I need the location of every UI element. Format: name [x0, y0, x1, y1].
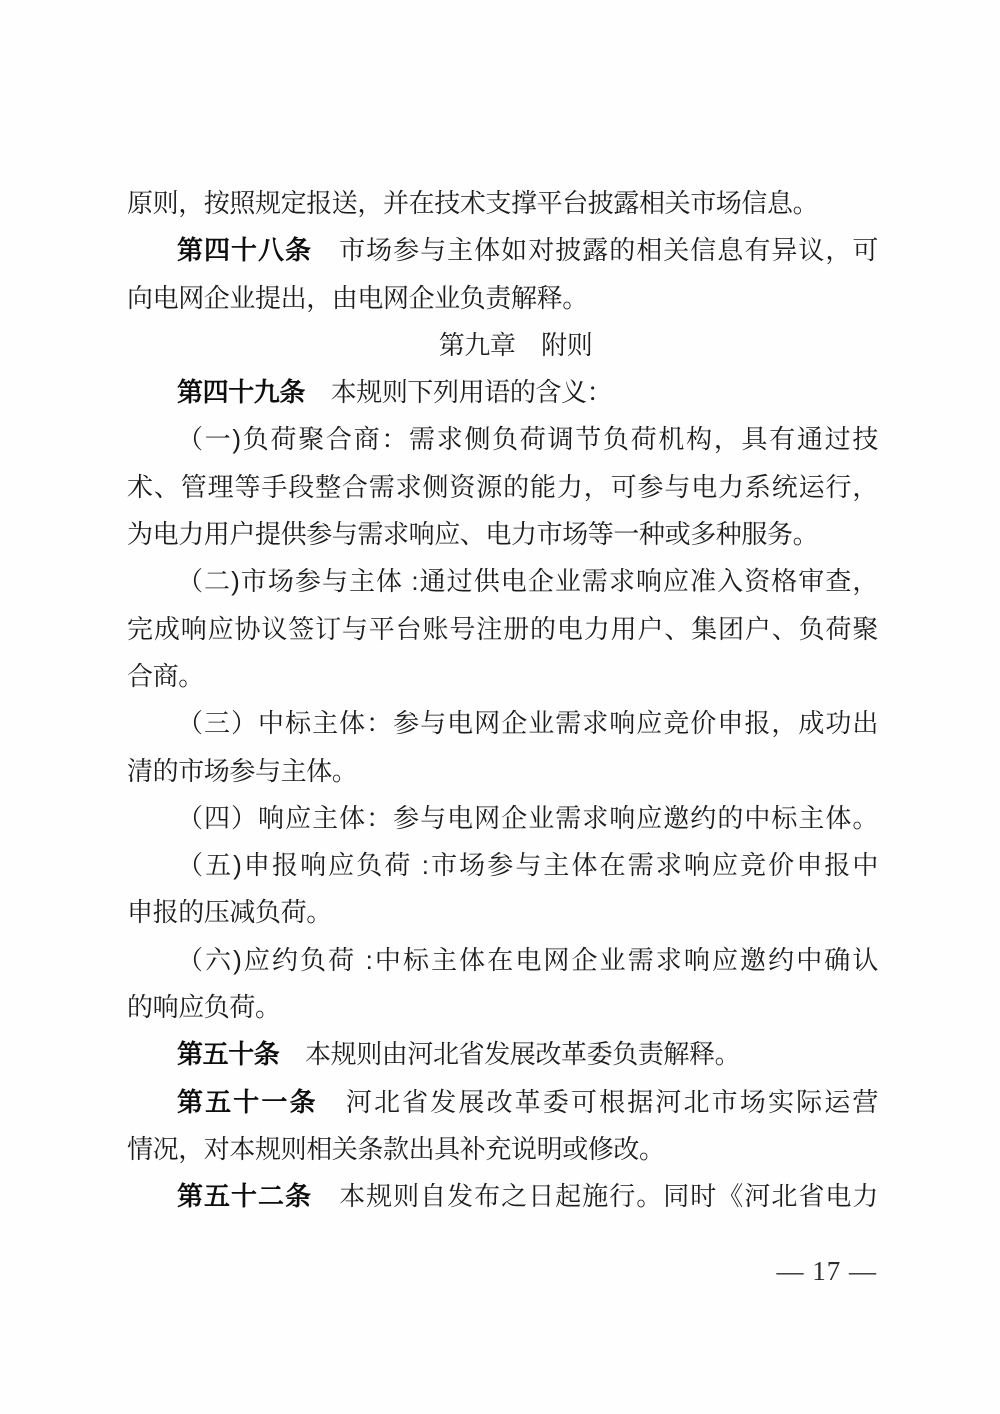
line-text: （六)应约负荷 :中标主体在电网企业需求响应邀约中确认 — [177, 944, 878, 975]
text-line — [127, 889, 878, 936]
document-body — [127, 180, 878, 1221]
text-line — [127, 653, 878, 700]
text-line — [127, 748, 878, 795]
line-text: 本规则下列用语的含义： — [305, 377, 613, 408]
text-line — [127, 558, 878, 605]
line-text: 为电力用户提供参与需求响应、电力市场等一种或多种服务。 — [127, 519, 819, 550]
line-text: 本规则自发布之日起施行。同时《河北省电力 — [312, 1181, 878, 1212]
line-text: （五)申报响应负荷 :市场参与主体在需求响应竞价申报中 — [177, 850, 878, 881]
text-line — [127, 464, 878, 511]
article-number: 第五十条 — [177, 1039, 280, 1070]
line-text: 完成响应协议签订与平台账号注册的电力用户、集团户、负荷聚 — [127, 613, 878, 644]
line-text: 的响应负荷。 — [127, 992, 281, 1023]
line-text: 向电网企业提出，由电网企业负责解释。 — [127, 282, 588, 313]
line-text: （二)市场参与主体 :通过供电企业需求响应准入资格审查， — [177, 566, 878, 597]
article-number: 第四十八条 — [177, 235, 313, 266]
page-number: — 17 — — [776, 1256, 877, 1286]
line-text: 情况，对本规则相关条款出具补充说明或修改。 — [127, 1133, 665, 1164]
text-line — [127, 606, 878, 653]
text-line — [127, 511, 878, 558]
text-line — [127, 227, 878, 274]
text-line — [127, 1031, 878, 1078]
text-line — [127, 180, 878, 227]
line-text: 第九章 附则 — [438, 329, 593, 360]
text-line — [127, 842, 878, 889]
text-line — [127, 984, 878, 1031]
text-line — [127, 416, 878, 463]
line-text: （一)负荷聚合商：需求侧负荷调节负荷机构，具有通过技 — [177, 424, 878, 455]
line-text: 河北省发展改革委可根据河北市场实际运营 — [317, 1086, 878, 1117]
text-line — [127, 1079, 878, 1126]
text-line — [127, 369, 878, 416]
line-text: 术、管理等手段整合需求侧资源的能力，可参与电力系统运行， — [127, 471, 878, 502]
line-text: 本规则由河北省发展改革委负责解释。 — [279, 1039, 741, 1070]
text-line — [127, 275, 878, 322]
line-text: 市场参与主体如对披露的相关信息有异议，可 — [312, 235, 878, 266]
text-line — [127, 795, 878, 842]
line-text: 原则，按照规定报送，并在技术支撑平台披露相关市场信息。 — [127, 188, 819, 218]
line-text: （三）中标主体：参与电网企业需求响应竞价申报，成功出 — [177, 708, 878, 739]
line-text: （四）响应主体：参与电网企业需求响应邀约的中标主体。 — [177, 802, 878, 833]
text-line — [127, 1126, 878, 1173]
text-line — [127, 700, 878, 747]
chapter-heading — [127, 322, 878, 369]
line-text: 申报的压减负荷。 — [127, 897, 332, 928]
article-number: 第四十九条 — [177, 377, 306, 408]
article-number: 第五十一条 — [177, 1086, 318, 1117]
line-text: 合商。 — [127, 660, 204, 691]
line-text: 清的市场参与主体。 — [127, 755, 358, 786]
article-number: 第五十二条 — [177, 1181, 313, 1212]
text-line — [127, 937, 878, 984]
text-line — [127, 1173, 878, 1220]
